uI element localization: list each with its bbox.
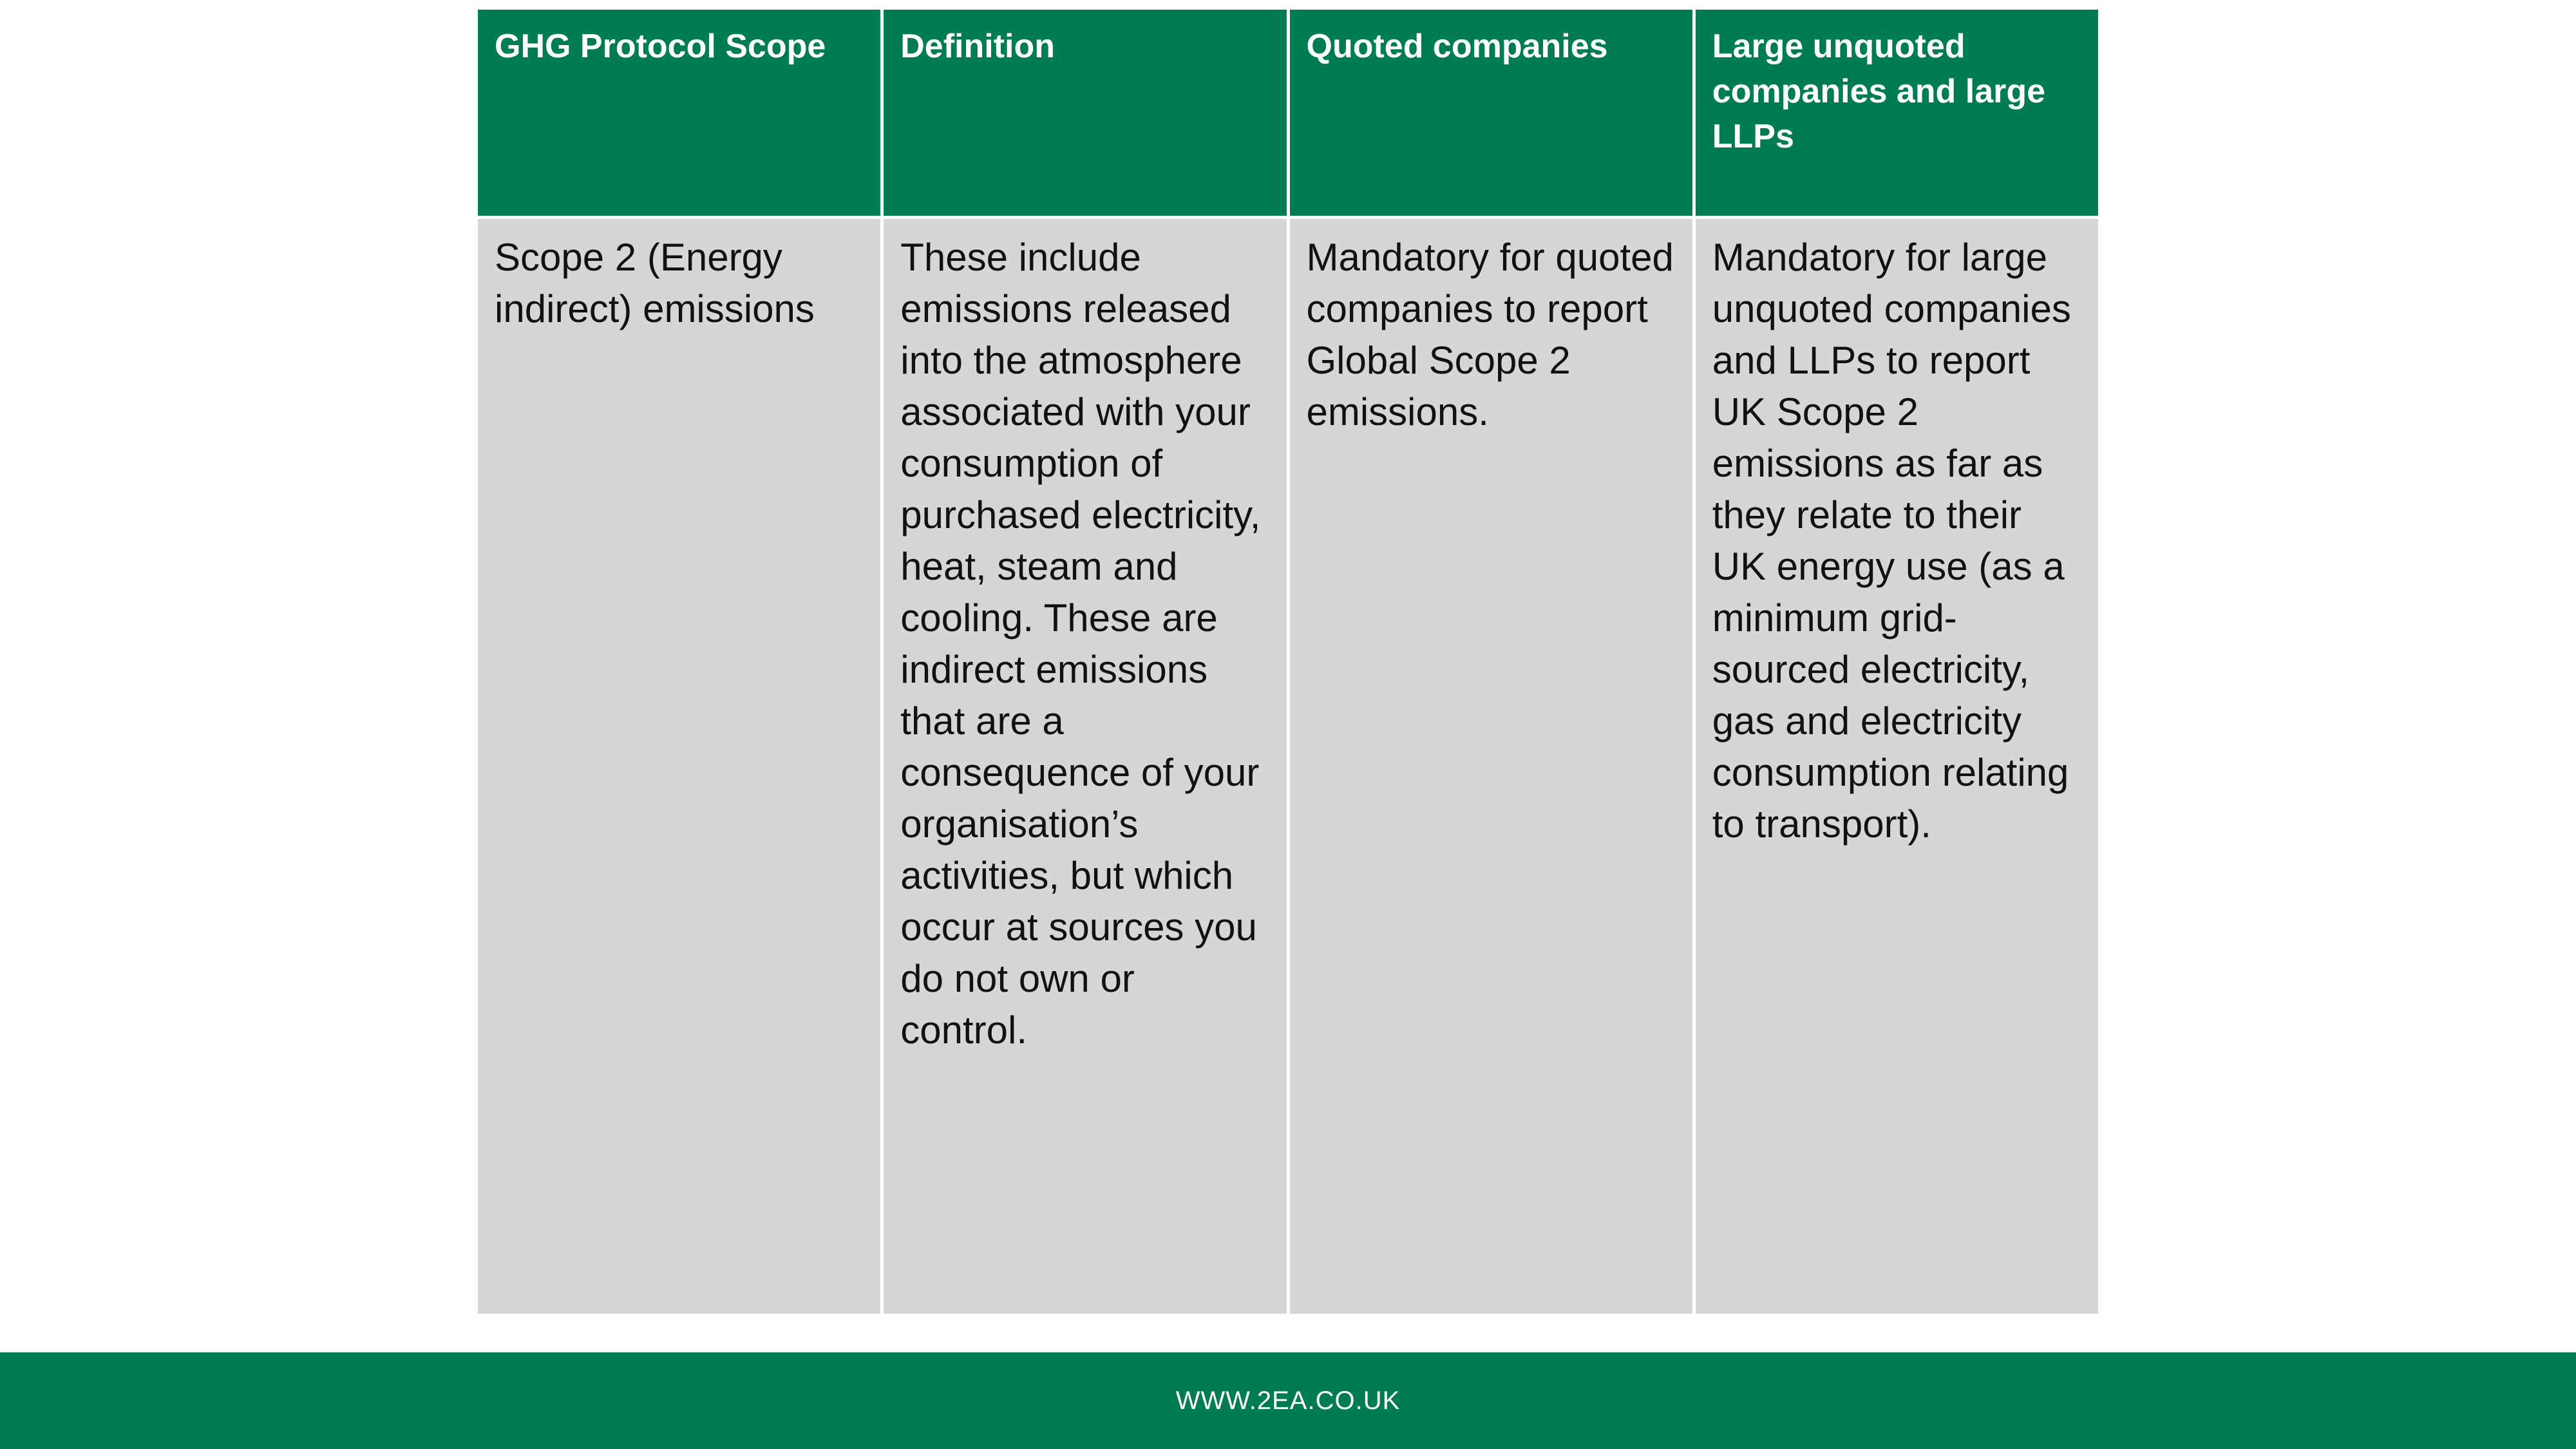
scope-2-table: [475, 6, 2101, 1317]
table-row: [477, 218, 2100, 1316]
cell-scope: Scope 2 (Energy indirect) emissions: [477, 218, 882, 1316]
table-header: [477, 8, 2100, 218]
header-large-unquoted-companies: Large unquoted companies and large LLPs: [1694, 8, 2099, 218]
header-row: [477, 8, 2100, 218]
header-quoted-companies: Quoted companies: [1288, 8, 1694, 218]
table-body: [477, 218, 2100, 1316]
header-ghg-protocol-scope: GHG Protocol Scope: [477, 8, 882, 218]
footer-website-link[interactable]: WWW.2EA.CO.UK: [1175, 1386, 1401, 1415]
cell-definition: These include emissions released into the atmosphere associated with your consumption of purchased electricity, heat, steam and cooling. These are indirect emissions that are a consequence of your organisation’s activities, but which occur at sources you do not own or control.: [882, 218, 1288, 1316]
cell-large-unquoted-companies: Mandatory for large unquoted companies and LLPs to report UK Scope 2 emissions as far as they relate to their UK energy use (as a minimum grid-sourced electricity, gas and electricity consumption relating to transport).: [1694, 218, 2099, 1316]
cell-quoted-companies: Mandatory for quoted companies to report Global Scope 2 emissions.: [1288, 218, 1694, 1316]
header-definition: Definition: [882, 8, 1288, 218]
footer-bar: [0, 1352, 2576, 1449]
